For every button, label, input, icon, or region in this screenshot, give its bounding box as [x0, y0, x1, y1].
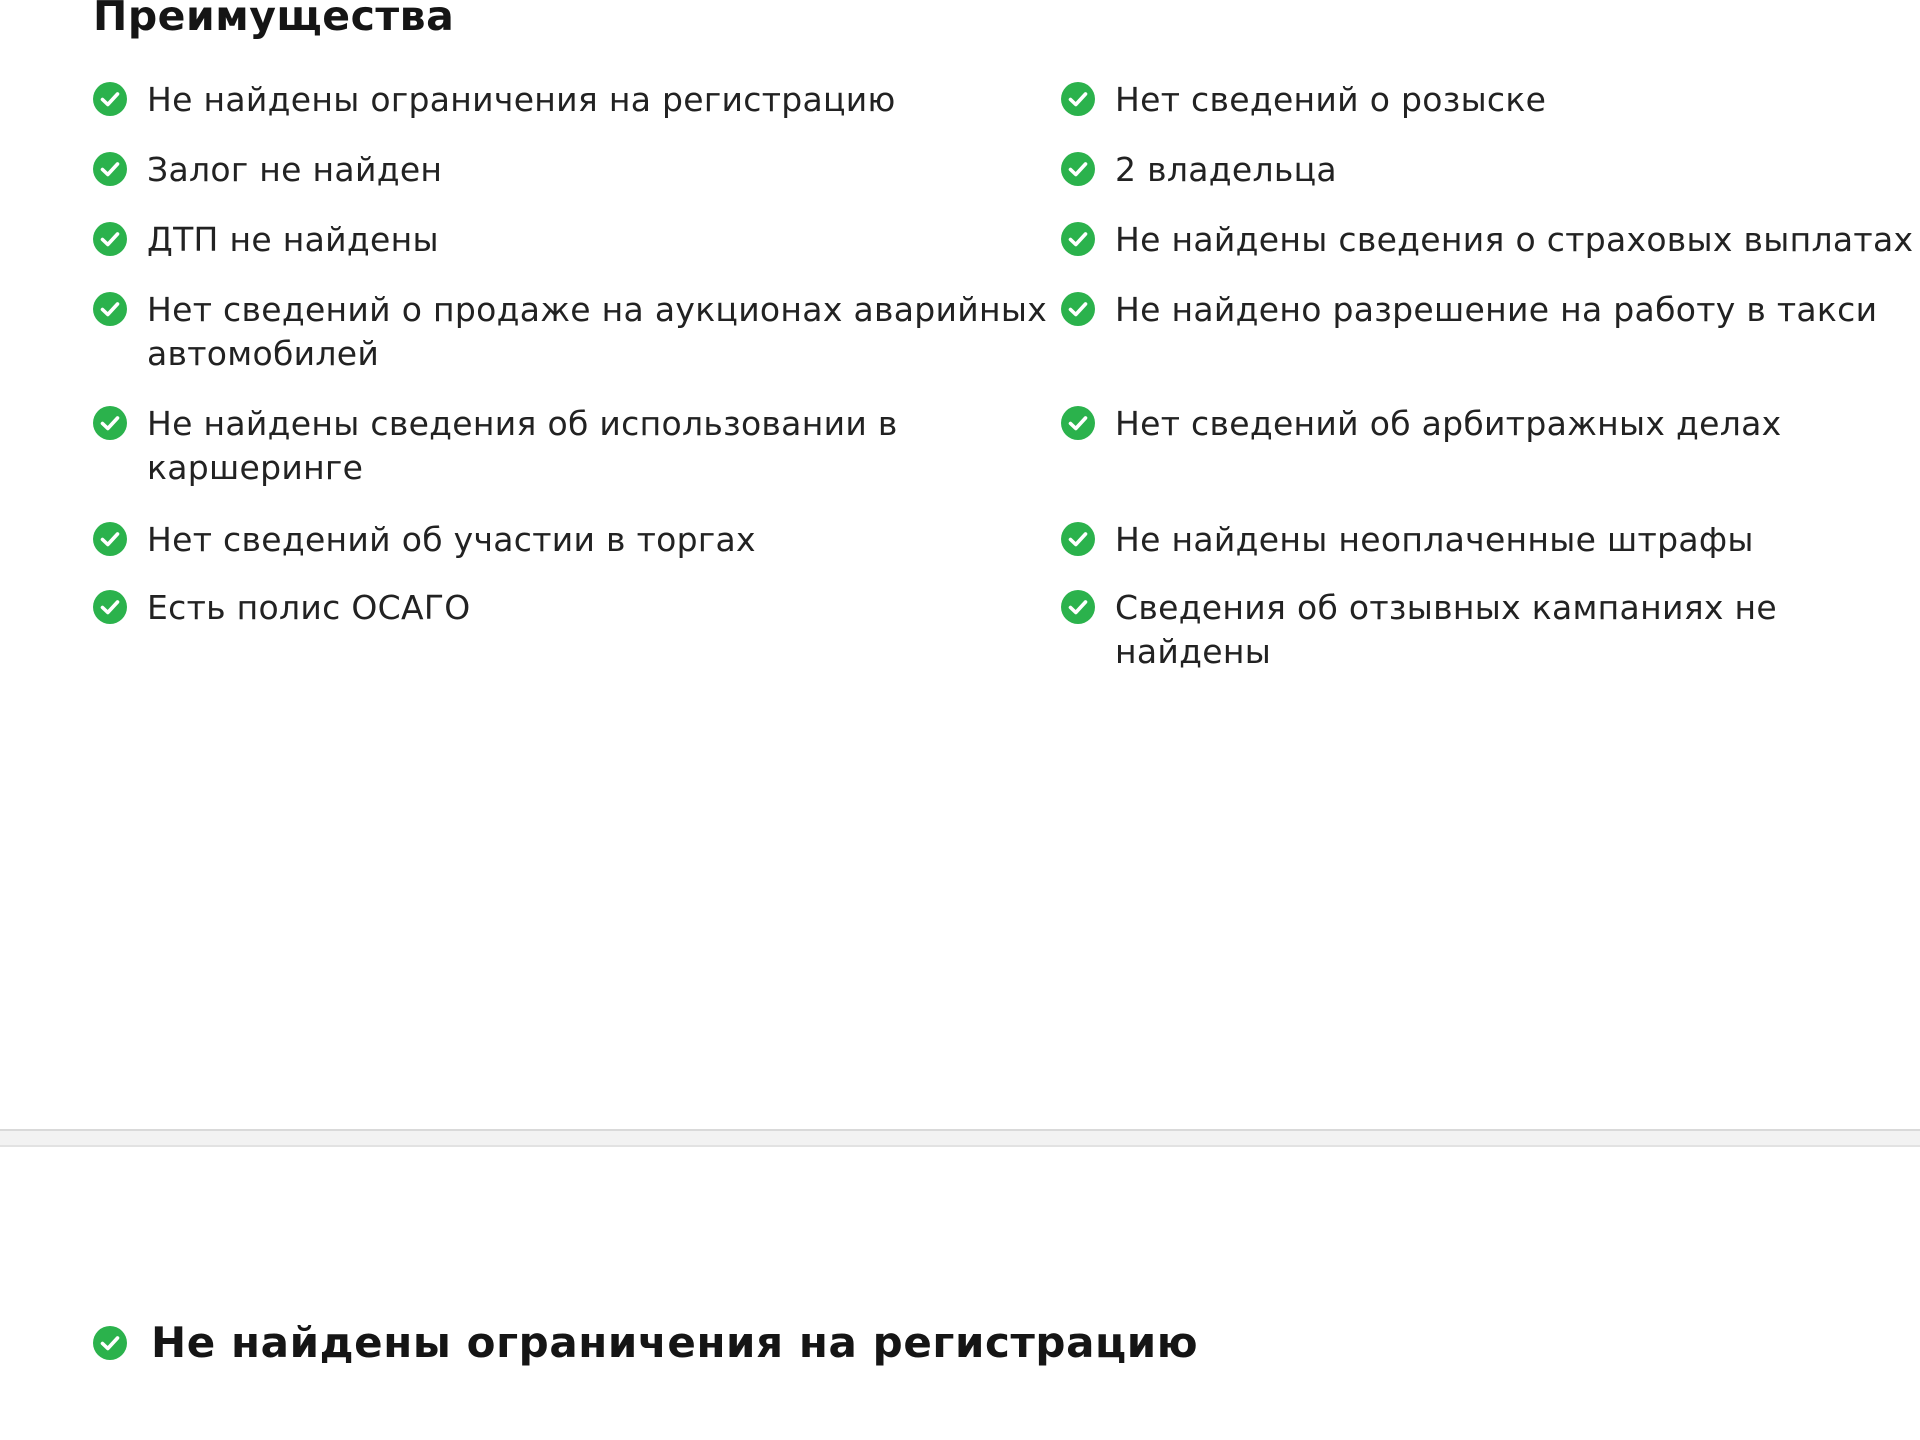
advantage-label: 2 владельца	[1115, 150, 1337, 189]
check-circle-icon	[93, 1326, 127, 1360]
advantage-label: Не найдены сведения об использовании в каршеринге	[147, 404, 898, 487]
check-circle-icon	[93, 590, 127, 624]
advantage-item	[93, 288, 1061, 402]
advantage-item	[93, 586, 1061, 654]
advantage-label: Залог не найден	[147, 150, 443, 189]
check-circle-icon	[93, 522, 127, 556]
advantages-column-right	[1061, 78, 1920, 671]
advantage-label: Нет сведений об арбитражных делах	[1115, 404, 1782, 443]
section-divider	[0, 1129, 1920, 1147]
advantage-item	[1061, 288, 1920, 402]
advantage-item	[93, 148, 1061, 218]
advantage-item	[93, 518, 1061, 586]
advantages-column-left	[93, 78, 1061, 654]
advantages-list	[93, 78, 1920, 671]
advantage-label: Нет сведений о продаже на аукционах аварийных автомобилей	[147, 290, 1048, 373]
advantage-item	[1061, 78, 1920, 148]
advantage-label: Нет сведений об участии в торгах	[147, 520, 756, 559]
check-circle-icon	[1061, 292, 1095, 326]
check-circle-icon	[1061, 590, 1095, 624]
check-circle-icon	[1061, 406, 1095, 440]
advantage-label: Есть полис ОСАГО	[147, 588, 471, 627]
advantage-label: Не найдены сведения о страховых выплатах	[1115, 220, 1914, 259]
section-heading: Не найдены ограничения на регистрацию	[151, 1318, 1199, 1367]
advantage-label: Сведения об отзывных кампаниях не найдены	[1115, 588, 1777, 671]
advantage-item	[1061, 586, 1920, 671]
advantage-item	[93, 78, 1061, 148]
advantage-label: ДТП не найдены	[147, 220, 439, 259]
advantage-label: Не найдены ограничения на регистрацию	[147, 80, 896, 119]
advantage-item	[1061, 148, 1920, 218]
section-heading-row	[93, 1318, 1198, 1367]
advantage-label: Не найдены неоплаченные штрафы	[1115, 520, 1754, 559]
check-circle-icon	[93, 292, 127, 326]
check-circle-icon	[93, 406, 127, 440]
advantage-item	[1061, 402, 1920, 518]
check-circle-icon	[93, 152, 127, 186]
advantage-label: Не найдено разрешение на работу в такси	[1115, 290, 1878, 329]
advantage-item	[1061, 518, 1920, 586]
advantage-item	[1061, 218, 1920, 288]
check-circle-icon	[1061, 222, 1095, 256]
check-circle-icon	[1061, 522, 1095, 556]
advantage-label: Нет сведений о розыске	[1115, 80, 1547, 119]
check-circle-icon	[93, 222, 127, 256]
advantage-item	[93, 218, 1061, 288]
check-circle-icon	[93, 82, 127, 116]
check-circle-icon	[1061, 82, 1095, 116]
section-title: Преимущества	[93, 0, 455, 40]
check-circle-icon	[1061, 152, 1095, 186]
advantage-item	[93, 402, 1061, 518]
